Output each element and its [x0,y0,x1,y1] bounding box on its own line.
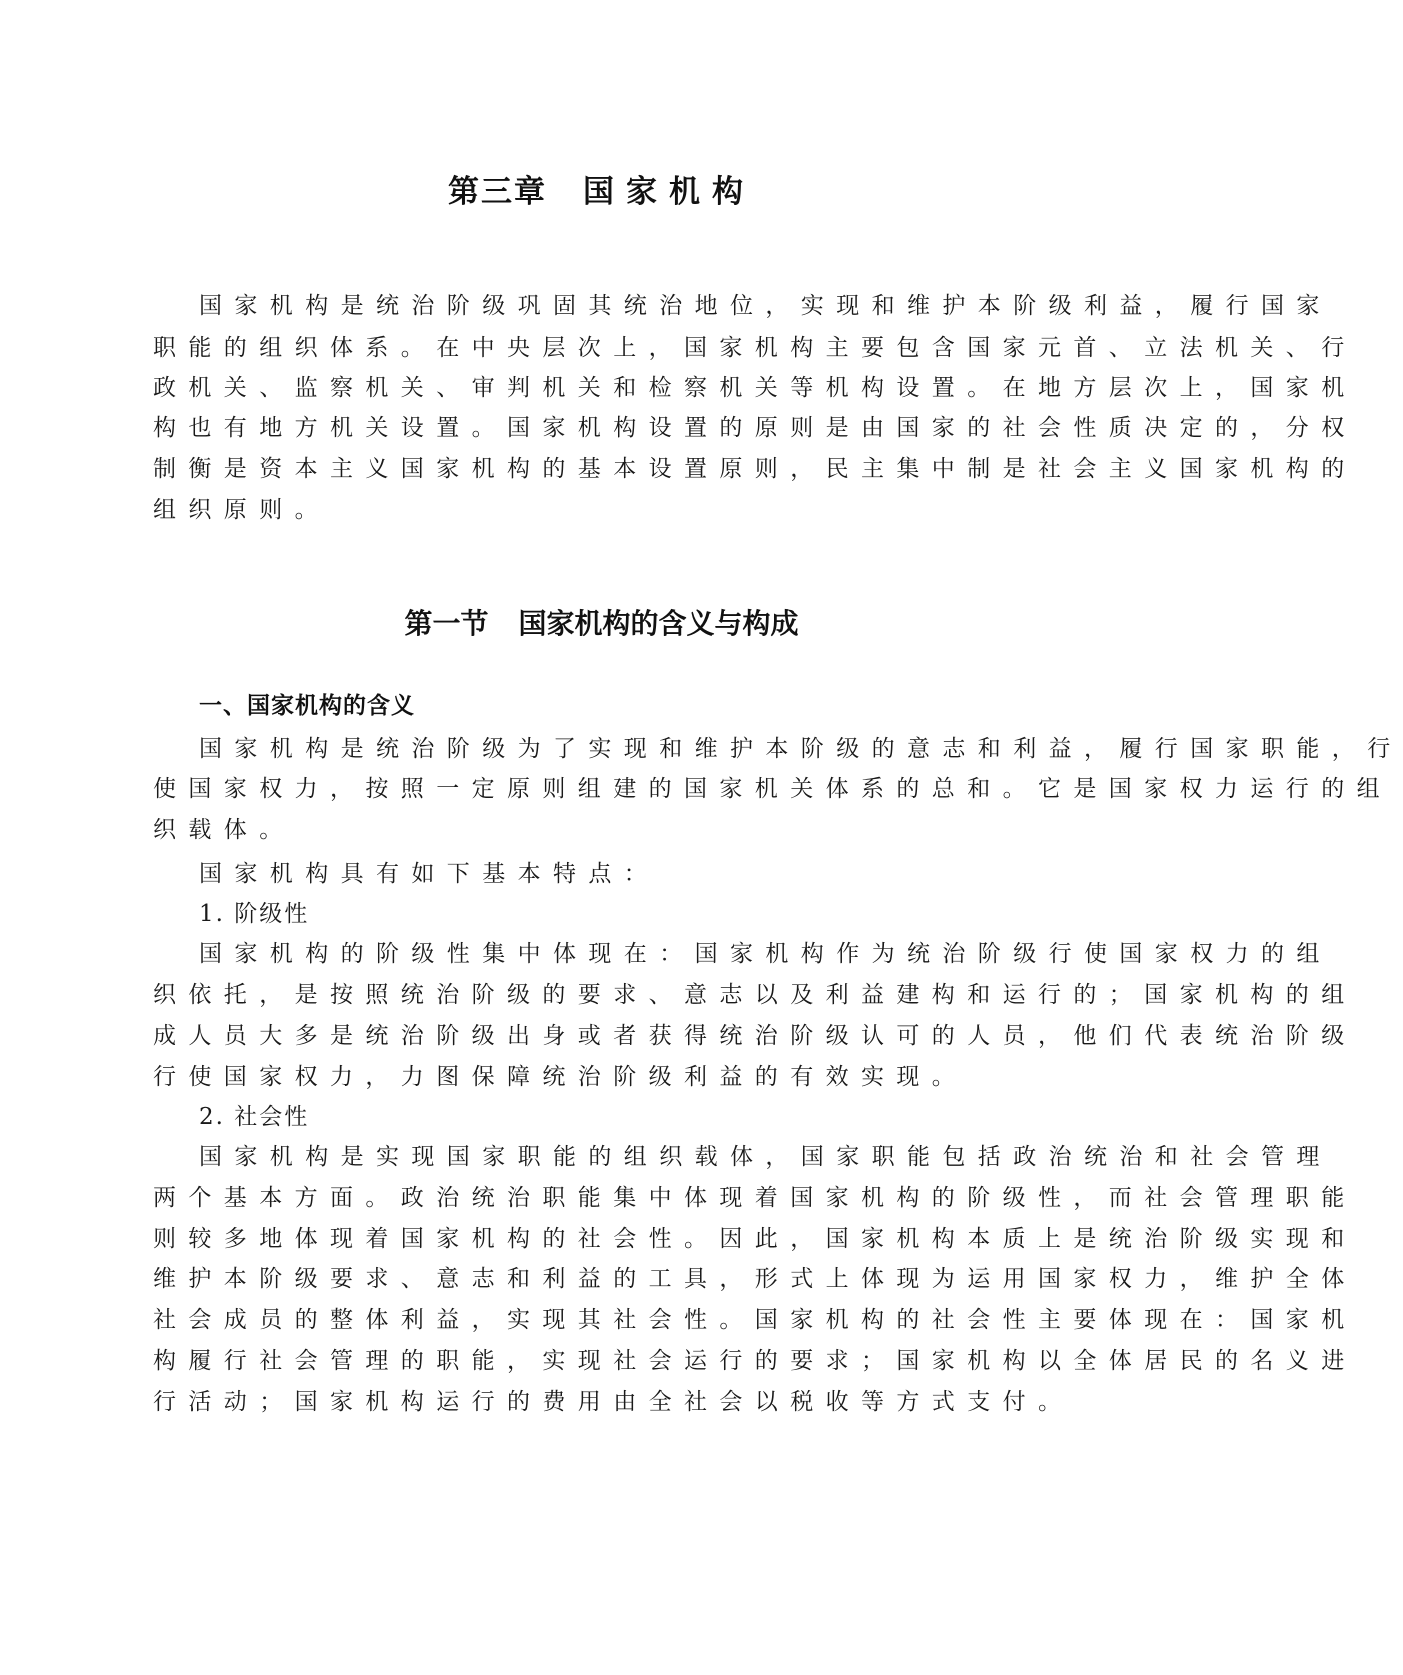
feature-line: 行使国家权力，力图保障统治阶级利益的有效实现。 [153,1064,968,1090]
definition-line: 国家机构是统治阶级为了实现和维护本阶级的意志和利益，履行国家职能，行 [199,736,1403,762]
definition-line: 织载体。 [153,817,295,843]
chapter-title [0,172,1203,212]
intro-line: 职能的组织体系。在中央层次上，国家机构主要包含国家元首、立法机关、行 [153,335,1357,361]
feature-line: 两个基本方面。政治统治职能集中体现着国家机构的阶级性，而社会管理职能 [153,1185,1357,1211]
feature-label: 1. 阶级性 [199,901,310,927]
feature-line: 维护本阶级要求、意志和利益的工具，形式上体现为运用国家权力，维护全体 [153,1266,1357,1292]
intro-line: 构也有地方机关设置。国家机构设置的原则是由国家的社会性质决定的，分权 [153,415,1357,441]
feature-line: 行活动；国家机构运行的费用由全社会以税收等方式支付。 [153,1389,1074,1415]
intro-line: 组织原则。 [153,497,330,523]
features-intro: 国家机构具有如下基本特点： [199,861,660,887]
feature-line: 国家机构是实现国家职能的组织载体，国家职能包括政治统治和社会管理 [199,1144,1332,1170]
feature-line: 社会成员的整体利益，实现其社会性。国家机构的社会性主要体现在：国家机 [153,1307,1357,1333]
feature-line: 织依托，是按照统治阶级的要求、意志以及利益建构和运行的；国家机构的组 [153,982,1357,1008]
definition-line: 使国家权力，按照一定原则组建的国家机关体系的总和。它是国家权力运行的组 [153,776,1392,802]
intro-line: 国家机构是统治阶级巩固其统治地位，实现和维护本阶级利益，履行国家 [199,293,1332,319]
subsection-heading: 一、国家机构的含义 [199,693,415,719]
section-title [0,605,1203,643]
feature-label: 2. 社会性 [199,1104,310,1130]
feature-line: 则较多地体现着国家机构的社会性。因此，国家机构本质上是统治阶级实现和 [153,1226,1357,1252]
feature-line: 构履行社会管理的职能，实现社会运行的要求；国家机构以全体居民的名义进 [153,1348,1357,1374]
chapter-name: 国家机构 [583,174,755,210]
section-number: 第一节 [404,607,489,640]
feature-line: 国家机构的阶级性集中体现在：国家机构作为统治阶级行使国家权力的组 [199,941,1332,967]
chapter-number: 第三章 [448,174,547,210]
feature-line: 成人员大多是统治阶级出身或者获得统治阶级认可的人员，他们代表统治阶级 [153,1023,1357,1049]
section-name: 国家机构的含义与构成 [518,607,799,640]
intro-line: 制衡是资本主义国家机构的基本设置原则，民主集中制是社会主义国家机构的 [153,456,1357,482]
intro-line: 政机关、监察机关、审判机关和检察机关等机构设置。在地方层次上，国家机 [153,375,1357,401]
